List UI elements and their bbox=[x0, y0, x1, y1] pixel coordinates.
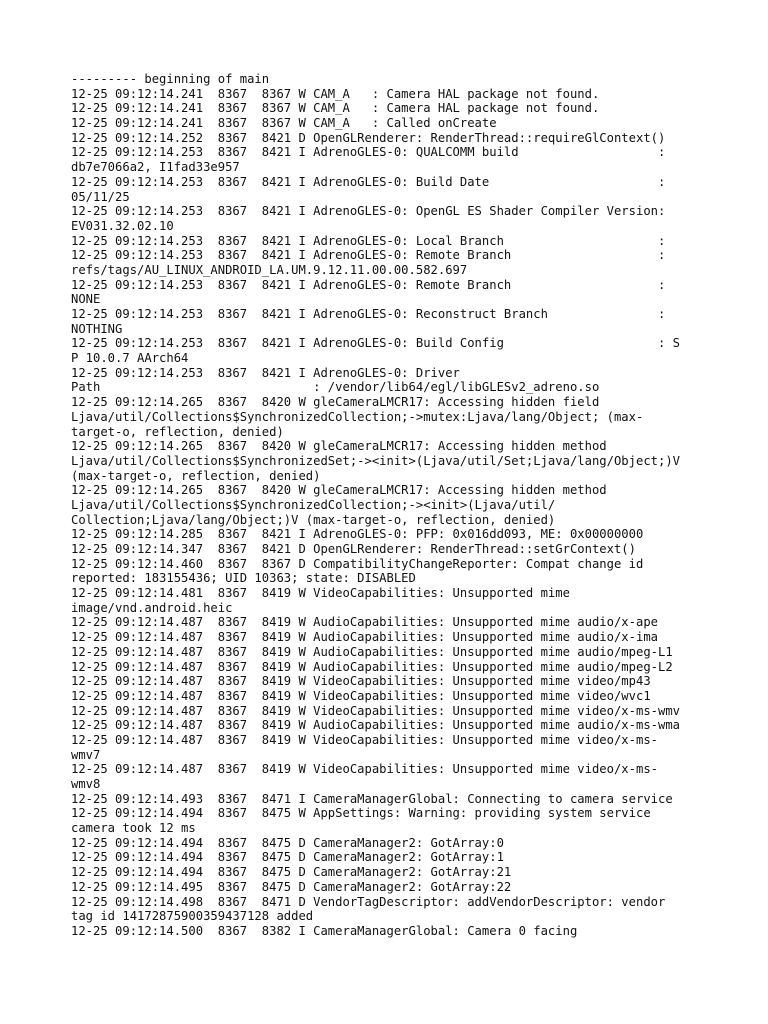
log-line: 12-25 09:12:14.495 8367 8475 D CameraManager2: GotArray:22 bbox=[71, 879, 512, 894]
log-line: 12-25 09:12:14.494 8367 8475 W AppSettings: Warning: providing system service bbox=[71, 806, 651, 821]
log-line: Ljava/util/Collections$SynchronizedCollection;-><init>(Ljava/util/ bbox=[71, 497, 556, 512]
log-text-block bbox=[71, 72, 761, 939]
log-line: 12-25 09:12:14.487 8367 8419 W AudioCapabilities: Unsupported mime audio/mpeg-L2 bbox=[71, 659, 673, 674]
log-line: target-o, reflection, denied) bbox=[71, 424, 284, 439]
log-line: 12-25 09:12:14.253 8367 8421 I AdrenoGLES-0: Remote Branch : bbox=[71, 277, 666, 292]
log-line: camera took 12 ms bbox=[71, 821, 196, 836]
log-line: 12-25 09:12:14.241 8367 8367 W CAM_A : Camera HAL package not found. bbox=[71, 86, 600, 101]
log-line: 12-25 09:12:14.253 8367 8421 I AdrenoGLES-0: Local Branch : bbox=[71, 233, 666, 248]
log-line: 12-25 09:12:14.494 8367 8475 D CameraManager2: GotArray:1 bbox=[71, 850, 504, 865]
log-line: 12-25 09:12:14.487 8367 8419 W VideoCapabilities: Unsupported mime video/mp43 bbox=[71, 674, 651, 689]
log-line: --------- beginning of main bbox=[71, 72, 270, 86]
log-line: tag id 14172875900359437128 added bbox=[71, 909, 314, 924]
log-line: 12-25 09:12:14.494 8367 8475 D CameraManager2: GotArray:0 bbox=[71, 835, 504, 850]
log-line: 12-25 09:12:14.253 8367 8421 I AdrenoGLES-0: Build Config : S bbox=[71, 336, 681, 351]
log-line: 12-25 09:12:14.265 8367 8420 W gleCameraLMCR17: Accessing hidden method bbox=[71, 483, 607, 498]
log-line: 12-25 09:12:14.487 8367 8419 W VideoCapabilities: Unsupported mime video/x-ms- bbox=[71, 762, 658, 777]
log-line: 05/11/25 bbox=[71, 189, 130, 204]
log-line: 12-25 09:12:14.487 8367 8419 W AudioCapabilities: Unsupported mime audio/x-ima bbox=[71, 630, 658, 645]
log-line: 12-25 09:12:14.253 8367 8421 I AdrenoGLES-0: OpenGL ES Shader Compiler Version: bbox=[71, 204, 666, 219]
log-line: 12-25 09:12:14.487 8367 8419 W AudioCapabilities: Unsupported mime audio/x-ms-wma bbox=[71, 718, 681, 733]
log-line: 12-25 09:12:14.493 8367 8471 I CameraManagerGlobal: Connecting to camera service bbox=[71, 791, 673, 806]
log-line: 12-25 09:12:14.487 8367 8419 W AudioCapabilities: Unsupported mime audio/x-ape bbox=[71, 615, 658, 630]
log-line: Path : /vendor/lib64/egl/libGLESv2_adreno.so bbox=[71, 380, 600, 395]
log-line: image/vnd.android.heic bbox=[71, 600, 233, 615]
log-line: 12-25 09:12:14.487 8367 8419 W VideoCapabilities: Unsupported mime video/wvc1 bbox=[71, 688, 651, 703]
log-line: Ljava/util/Collections$SynchronizedCollection;->mutex:Ljava/lang/Object; (max- bbox=[71, 409, 644, 424]
log-line: 12-25 09:12:14.253 8367 8421 I AdrenoGLES-0: Driver bbox=[71, 365, 460, 380]
log-line: wmv7 bbox=[71, 747, 101, 762]
log-line: 12-25 09:12:14.481 8367 8419 W VideoCapabilities: Unsupported mime bbox=[71, 586, 570, 601]
log-line: 12-25 09:12:14.285 8367 8421 I AdrenoGLES-0: PFP: 0x016dd093, ME: 0x00000000 bbox=[71, 527, 644, 542]
log-line: Collection;Ljava/lang/Object;)V (max-target-o, reflection, denied) bbox=[71, 512, 556, 527]
log-line: 12-25 09:12:14.241 8367 8367 W CAM_A : Camera HAL package not found. bbox=[71, 101, 600, 116]
log-line: wmv8 bbox=[71, 777, 101, 791]
log-line: EV031.32.02.10 bbox=[71, 218, 174, 233]
log-line: 12-25 09:12:14.347 8367 8421 D OpenGLRenderer: RenderThread::setGrContext() bbox=[71, 542, 636, 556]
log-line: 12-25 09:12:14.265 8367 8420 W gleCameraLMCR17: Accessing hidden method bbox=[71, 439, 607, 454]
log-line: refs/tags/AU_LINUX_ANDROID_LA.UM.9.12.11.00.00.582.697 bbox=[71, 262, 468, 277]
log-line: 12-25 09:12:14.500 8367 8382 I CameraManagerGlobal: Camera 0 facing bbox=[71, 923, 578, 938]
log-line: 12-25 09:12:14.498 8367 8471 D VendorTagDescriptor: addVendorDescriptor: vendor bbox=[71, 894, 666, 909]
log-line: 12-25 09:12:14.487 8367 8419 W VideoCapabilities: Unsupported mime video/x-ms-wmv bbox=[71, 703, 681, 718]
log-line: db7e7066a2, I1fad33e957 bbox=[71, 160, 240, 175]
log-line: P 10.0.7 AArch64 bbox=[71, 351, 189, 366]
log-line: 12-25 09:12:14.265 8367 8420 W gleCameraLMCR17: Accessing hidden field bbox=[71, 395, 600, 410]
log-line: 12-25 09:12:14.253 8367 8421 I AdrenoGLES-0: Reconstruct Branch : bbox=[71, 307, 666, 321]
log-line: Ljava/util/Collections$SynchronizedSet;-><init>(Ljava/util/Set;Ljava/lang/Object;)V bbox=[71, 453, 681, 468]
log-line: 12-25 09:12:14.241 8367 8367 W CAM_A : Called onCreate bbox=[71, 116, 497, 131]
log-line: 12-25 09:12:14.494 8367 8475 D CameraManager2: GotArray:21 bbox=[71, 865, 512, 880]
log-line: 12-25 09:12:14.487 8367 8419 W VideoCapabilities: Unsupported mime video/x-ms- bbox=[71, 732, 658, 747]
log-line: 12-25 09:12:14.460 8367 8367 D CompatibilityChangeReporter: Compat change id bbox=[71, 556, 644, 571]
log-line: 12-25 09:12:14.253 8367 8421 I AdrenoGLES-0: Build Date : bbox=[71, 174, 666, 189]
log-line: NOTHING bbox=[71, 321, 123, 336]
log-line: (max-target-o, reflection, denied) bbox=[71, 468, 321, 483]
log-line: 12-25 09:12:14.253 8367 8421 I AdrenoGLES-0: Remote Branch : bbox=[71, 248, 666, 263]
log-line: 12-25 09:12:14.252 8367 8421 D OpenGLRenderer: RenderThread::requireGlContext() bbox=[71, 130, 666, 145]
log-line: 12-25 09:12:14.253 8367 8421 I AdrenoGLES-0: QUALCOMM build : bbox=[71, 145, 666, 160]
log-line: NONE bbox=[71, 292, 101, 307]
log-line: 12-25 09:12:14.487 8367 8419 W AudioCapabilities: Unsupported mime audio/mpeg-L1 bbox=[71, 644, 673, 659]
log-line: reported: 183155436; UID 10363; state: DISABLED bbox=[71, 571, 416, 586]
